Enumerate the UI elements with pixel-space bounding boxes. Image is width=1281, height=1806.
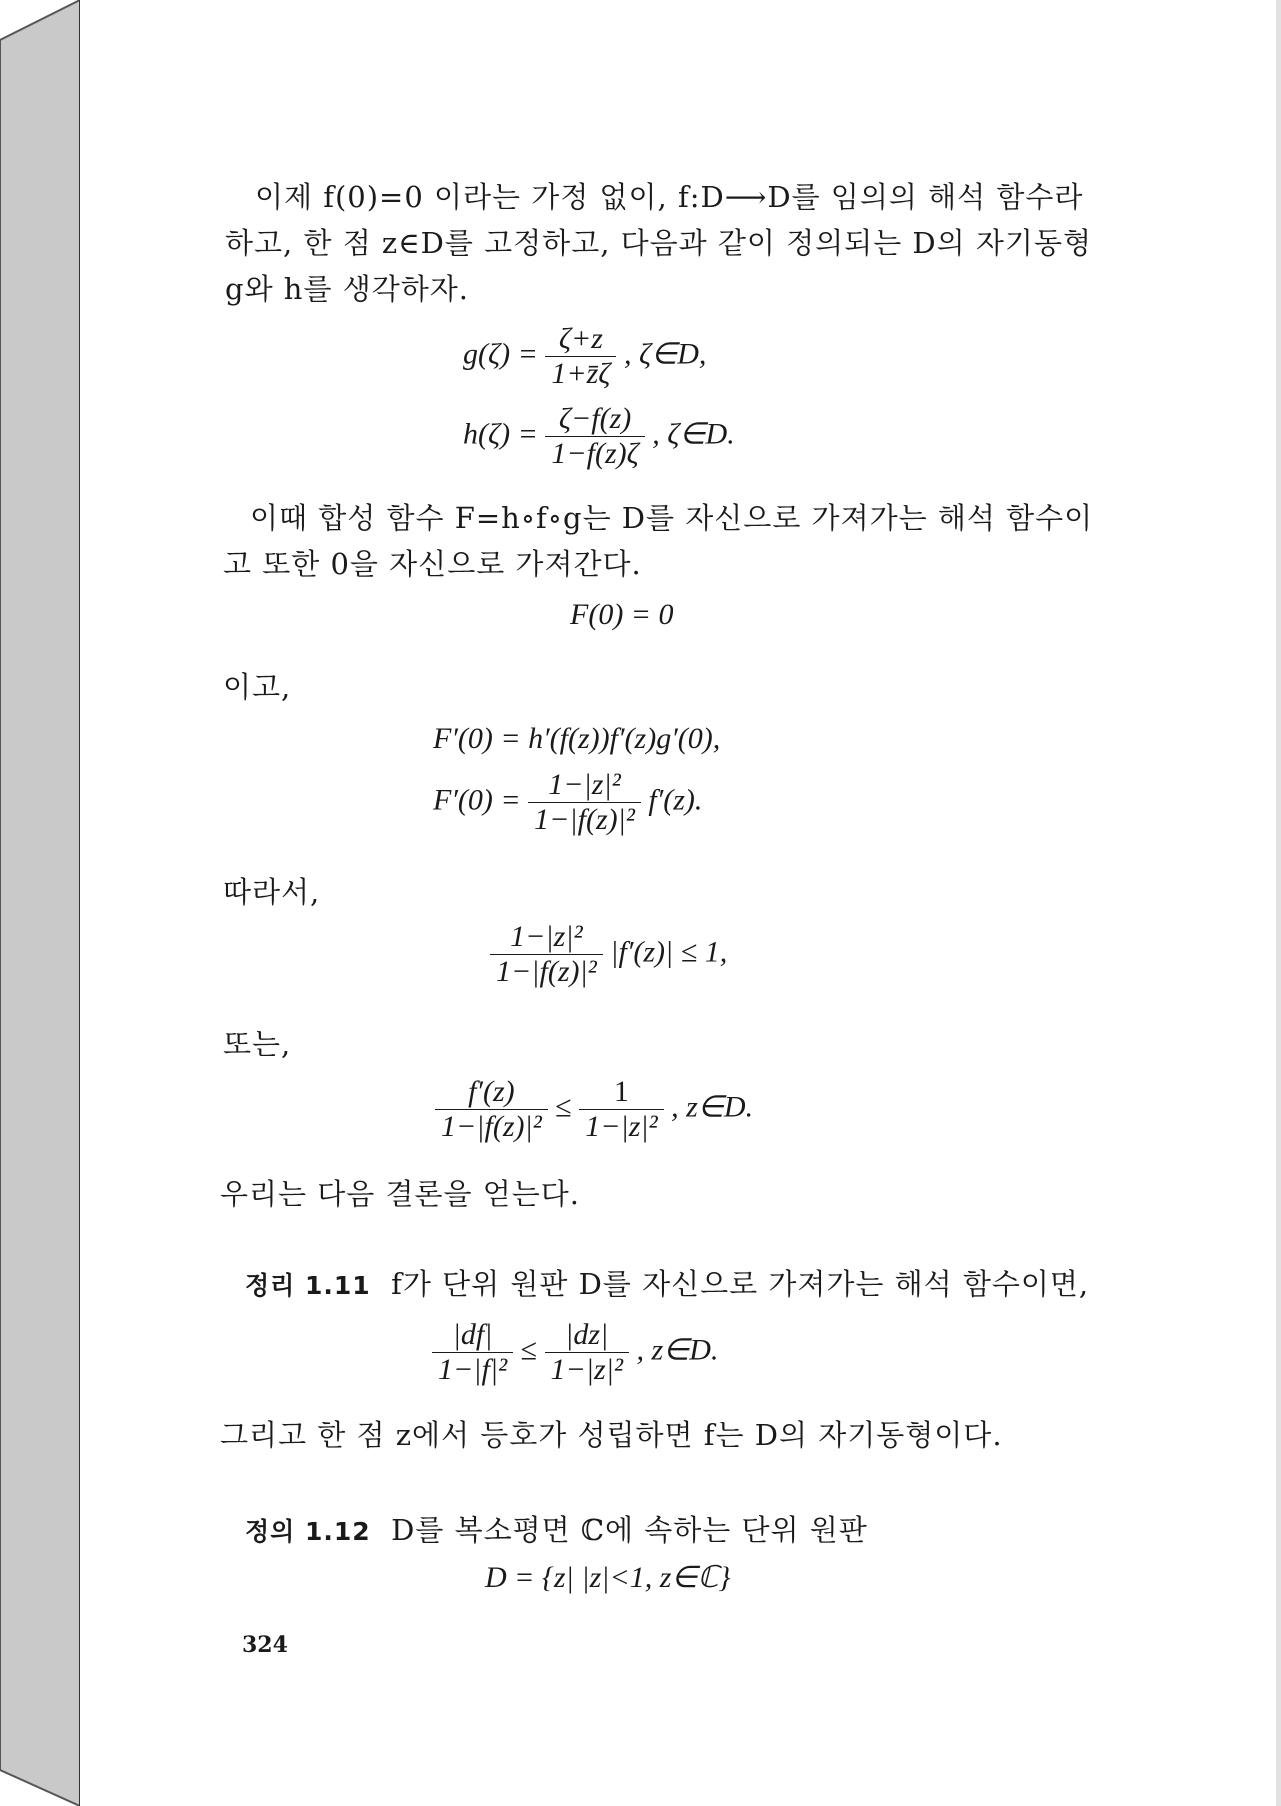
theorem-1-11 <box>245 1262 1089 1303</box>
theorem-right-denominator: 1−|z|² <box>550 1353 623 1386</box>
theorem-relation: ≤ <box>520 1333 538 1367</box>
inequality-2-relation: ≤ <box>555 1090 572 1124</box>
definition-1-12 <box>245 1508 868 1549</box>
equation-h-denominator: 1−f(z)ζ <box>551 437 639 470</box>
equation-F-prime-denominator: 1−|f(z)|² <box>534 803 635 836</box>
inequality-1-tail: |f′(z)| ≤ 1, <box>610 935 728 969</box>
equation-h-domain: , ζ∈D. <box>652 417 735 451</box>
equation-h <box>463 402 735 471</box>
equation-F-prime-tail: f′(z). <box>648 783 703 817</box>
paragraph-1-line-3: g와 h를 생각하자. <box>225 272 469 306</box>
theorem-domain: , z∈D. <box>636 1333 719 1367</box>
connector-ttoneun: 또는, <box>223 1027 292 1061</box>
theorem-label: 정리 1.11 <box>245 1271 371 1300</box>
connector-ddaraseo: 따라서, <box>223 875 321 909</box>
inequality-1 <box>490 920 727 989</box>
equation-g-lhs: g(ζ) = <box>463 337 538 371</box>
equation-F-prime-lhs: F′(0) = <box>433 783 521 817</box>
equation-F-at-zero: F(0) = 0 <box>570 598 674 631</box>
unit-disk-set: D = {z| |z|<1, z∈ℂ} <box>485 1561 731 1594</box>
equation-g-domain: , ζ∈D, <box>623 337 707 371</box>
definition-label: 정의 1.12 <box>245 1517 371 1546</box>
theorem-right-numerator: |dz| <box>545 1318 629 1353</box>
equation-h-numerator: ζ−f(z) <box>545 402 644 437</box>
connector-igo: 이고, <box>223 670 292 704</box>
equation-F-prime-numerator: 1−|z|² <box>528 768 641 803</box>
theorem-statement: f가 단위 원판 D를 자신으로 가져가는 해석 함수이면, <box>391 1267 1090 1301</box>
inequality-2-left-numerator: f′(z) <box>435 1075 548 1110</box>
inequality-1-denominator: 1−|f(z)|² <box>496 955 597 988</box>
theorem-left-numerator: |df| <box>432 1318 513 1353</box>
equation-h-lhs: h(ζ) = <box>463 417 538 451</box>
inequality-2-left-denominator: 1−|f(z)|² <box>441 1110 542 1143</box>
inequality-2-domain: , z∈D. <box>671 1090 754 1124</box>
inequality-1-numerator: 1−|z|² <box>490 920 603 955</box>
theorem-equality-case: 그리고 한 점 z에서 등호가 성립하면 f는 D의 자기동형이다. <box>220 1418 1003 1452</box>
inequality-2 <box>435 1075 753 1144</box>
paragraph-1-line-2: 하고, 한 점 z∈D를 고정하고, 다음과 같이 정의되는 D의 자기동형 <box>225 226 1092 260</box>
equation-g-denominator: 1+z̄ζ <box>551 357 611 390</box>
book-page <box>80 0 1276 1806</box>
inequality-2-right-denominator: 1−|z|² <box>585 1110 658 1143</box>
equation-g-numerator: ζ+z <box>545 322 616 357</box>
definition-statement: D를 복소평면 ℂ에 속하는 단위 원판 <box>391 1513 868 1547</box>
equation-g <box>463 322 706 391</box>
theorem-inequality <box>432 1318 718 1387</box>
paragraph-2-line-1: 이때 합성 함수 F=h∘f∘g는 D를 자신으로 가져가는 해석 함수이 <box>250 501 1094 535</box>
equation-F-prime-value <box>433 768 702 837</box>
theorem-left-denominator: 1−|f|² <box>438 1353 508 1386</box>
paragraph-1-line-1: 이제 f(0)=0 이라는 가정 없이, f:D⟶D를 임의의 해석 함수라 <box>255 180 1084 214</box>
inequality-2-right-numerator: 1 <box>579 1075 663 1110</box>
equation-F-prime-chain: F′(0) = h′(f(z))f′(z)g′(0), <box>433 722 721 755</box>
page-number: 324 <box>242 1632 288 1658</box>
paragraph-2-line-2: 고 또한 0을 자신으로 가져간다. <box>223 547 642 581</box>
conclusion-sentence: 우리는 다음 결론을 얻는다. <box>220 1177 581 1211</box>
